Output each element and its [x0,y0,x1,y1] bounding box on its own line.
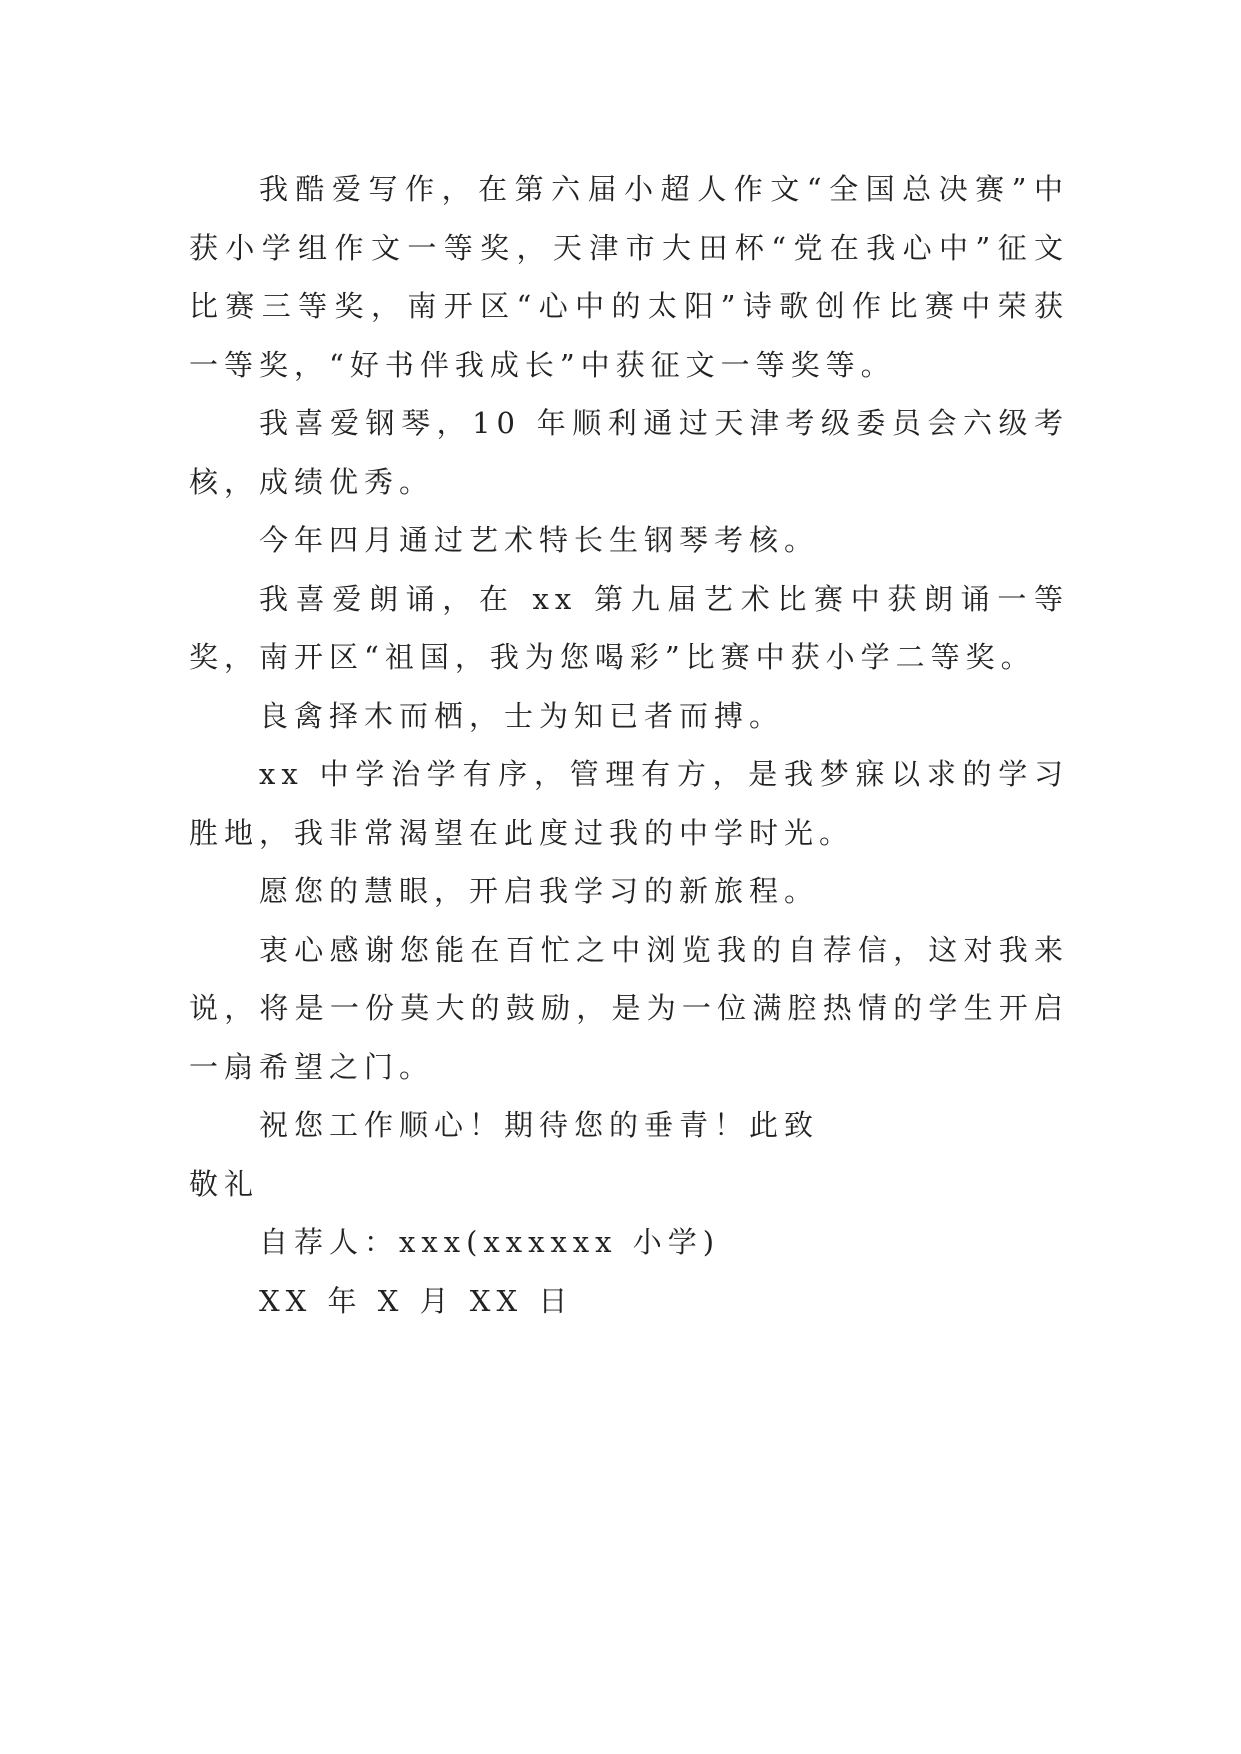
paragraph-wish: 愿您的慧眼，开启我学习的新旅程。 [259,874,820,908]
paragraph-writing-awards: 我酷爱写作，在第六届小超人作文“全国总决赛”中获小学组作文一等奖，天津市大田杯“党在我心中”征文比赛三等奖，南开区“心中的太阳”诗歌创作比赛中荣获一等奖，“好书伴我成长”中获征文一等奖等。 [189,172,1069,382]
closing-salutation: 敬礼 [189,1166,260,1201]
paragraph-piano-exam: 今年四月通过艺术特长生钢琴考核。 [259,523,820,557]
letter-body [189,160,1069,1330]
date-line: XX 年 X 月 XX 日 [259,1283,574,1318]
signature: 自荐人：xxx(xxxxxx 小学) [259,1225,721,1259]
paragraph-thanks: 衷心感谢您能在百忙之中浏览我的自荐信，这对我来说，将是一份莫大的鼓励，是为一位满腔热情的学生开启一扇希望之门。 [189,932,1069,1084]
paragraph-proverb: 良禽择木而栖，士为知已者而搏。 [259,698,785,733]
paragraph-school: xx 中学治学有序，管理有方，是我梦寐以求的学习胜地，我非常渴望在此度过我的中学时光。 [189,757,1069,850]
paragraph-piano: 我喜爱钢琴，10 年顺利通过天津考级委员会六级考核，成绩优秀。 [189,406,1069,499]
paragraph-regards: 祝您工作顺心！期待您的垂青！此致 [259,1108,820,1142]
paragraph-recitation: 我喜爱朗诵，在 xx 第九届艺术比赛中获朗诵一等奖，南开区“祖国，我为您喝彩”比赛中获小学二等奖。 [189,581,1069,674]
